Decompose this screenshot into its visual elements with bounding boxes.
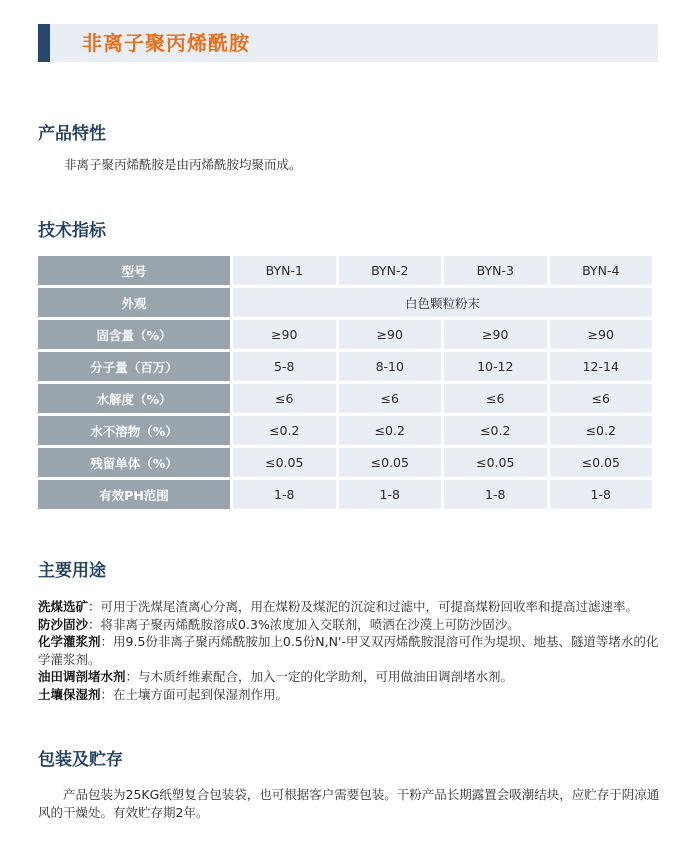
table-cell: ≤0.05 bbox=[444, 448, 547, 477]
table-cell: ≤0.2 bbox=[233, 416, 336, 445]
appearance-value: 白色颗粒粉末 bbox=[233, 288, 652, 317]
table-cell: ≤6 bbox=[550, 384, 653, 413]
title-accent-bar bbox=[38, 24, 50, 62]
list-item bbox=[38, 633, 663, 668]
packaging-text: 产品包装为25KG纸塑复合包装袋，也可根据客户需要包装。干粉产品长期露置会吸潮结块，应贮存于阴凉通风的干燥处。有效贮存期2年。 bbox=[38, 787, 660, 820]
table-cell: 10-12 bbox=[444, 352, 547, 381]
table-row bbox=[38, 416, 652, 445]
row-label: 残留单体（%） bbox=[38, 448, 230, 477]
table-cell: ≤6 bbox=[233, 384, 336, 413]
table-cell: ≥90 bbox=[233, 320, 336, 349]
table-cell: ≥90 bbox=[444, 320, 547, 349]
list-item bbox=[38, 686, 663, 704]
use-text: ：与木质纤维素配合，加入一定的化学助剂，可用做油田调剖堵水剂。 bbox=[125, 669, 514, 684]
table-cell: ≥90 bbox=[550, 320, 653, 349]
row-label: 分子量（百万） bbox=[38, 352, 230, 381]
table-row bbox=[38, 384, 652, 413]
model-cell: BYN-1 bbox=[233, 256, 336, 285]
list-item bbox=[38, 616, 663, 634]
table-cell: ≤0.05 bbox=[550, 448, 653, 477]
use-term: 防沙固沙 bbox=[38, 616, 89, 632]
table-cell: 1-8 bbox=[339, 480, 442, 509]
model-cell: BYN-3 bbox=[444, 256, 547, 285]
row-label: 外观 bbox=[38, 288, 230, 317]
table-cell: ≤0.05 bbox=[233, 448, 336, 477]
table-row bbox=[38, 320, 652, 349]
table-cell: ≥90 bbox=[339, 320, 442, 349]
page-title: 非离子聚丙烯酰胺 bbox=[82, 31, 250, 55]
use-text: ：在土壤方面可起到保湿剂作用。 bbox=[100, 686, 289, 702]
table-cell: ≤0.2 bbox=[339, 416, 442, 445]
spec-table bbox=[35, 253, 655, 512]
row-label: 水解度（%） bbox=[38, 384, 230, 413]
list-item bbox=[38, 668, 663, 686]
table-cell: ≤0.2 bbox=[550, 416, 653, 445]
table-cell: 1-8 bbox=[550, 480, 653, 509]
section-heading-packaging: 包装及贮存 bbox=[38, 750, 123, 770]
row-label: 固含量（%） bbox=[38, 320, 230, 349]
table-cell: ≤0.05 bbox=[339, 448, 442, 477]
table-cell: 12-14 bbox=[550, 352, 653, 381]
table-cell: ≤6 bbox=[339, 384, 442, 413]
table-cell: 5-8 bbox=[233, 352, 336, 381]
section-heading-uses: 主要用途 bbox=[38, 561, 106, 581]
use-text: ：可用于洗煤尾渣离心分离，用在煤粉及煤泥的沉淀和过滤中，可提高煤粉回收率和提高过滤速率。 bbox=[88, 599, 639, 614]
table-cell: ≤0.2 bbox=[444, 416, 547, 445]
use-text: ：将非离子聚丙烯酰胺溶成0.3%浓度加入交联剂，喷洒在沙漠上可防沙固沙。 bbox=[88, 616, 520, 632]
section-heading-features: 产品特性 bbox=[38, 124, 106, 144]
table-row bbox=[38, 288, 652, 317]
row-label: 有效PH范围 bbox=[38, 480, 230, 509]
features-text: 非离子聚丙烯酰胺是由丙烯酰胺均聚而成。 bbox=[64, 157, 302, 172]
table-cell: 1-8 bbox=[233, 480, 336, 509]
use-term: 洗煤选矿 bbox=[38, 599, 89, 614]
row-label: 水不溶物（%） bbox=[38, 416, 230, 445]
table-cell: 8-10 bbox=[339, 352, 442, 381]
use-term: 油田调剖堵水剂 bbox=[38, 669, 126, 684]
model-cell: BYN-4 bbox=[550, 256, 653, 285]
table-header-model: 型号 bbox=[38, 256, 230, 285]
section-heading-specs: 技术指标 bbox=[38, 221, 106, 241]
table-row bbox=[38, 480, 652, 509]
model-cell: BYN-2 bbox=[339, 256, 442, 285]
table-cell: 1-8 bbox=[444, 480, 547, 509]
uses-list bbox=[38, 598, 663, 703]
use-term: 化学灌浆剂 bbox=[38, 634, 101, 649]
use-text: ：用9.5份非离子聚丙烯酰胺加上0.5份N,N'-甲叉双丙烯酰胺混溶可作为堤坝、地基、隧道等堵水的化学灌浆剂。 bbox=[38, 634, 659, 667]
use-term: 土壤保湿剂 bbox=[38, 686, 101, 702]
table-row bbox=[38, 256, 652, 285]
list-item bbox=[38, 598, 663, 616]
table-row bbox=[38, 352, 652, 381]
table-cell: ≤6 bbox=[444, 384, 547, 413]
table-row bbox=[38, 448, 652, 477]
